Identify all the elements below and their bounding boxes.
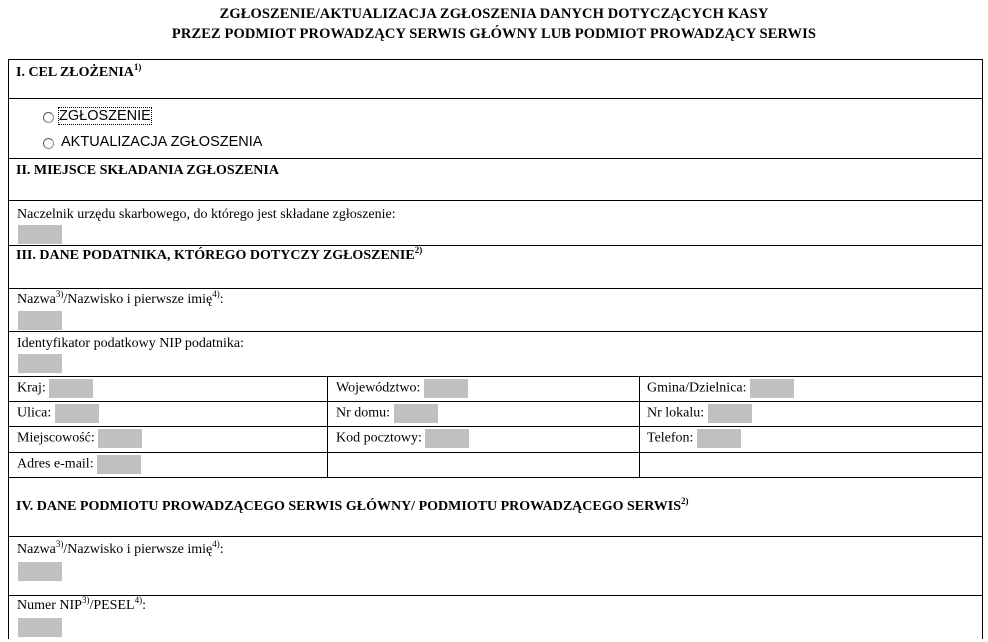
house-number-label: Nr domu: — [336, 404, 438, 423]
column-divider — [639, 376, 640, 477]
apartment-number-label: Nr lokalu: — [647, 404, 752, 423]
postal-code-field[interactable] — [425, 429, 469, 448]
divider — [9, 401, 982, 402]
email-field[interactable] — [97, 455, 141, 474]
divider — [9, 536, 982, 537]
postal-code-label: Kod pocztowy: — [336, 429, 469, 448]
taxpayer-nip-label: Identyfikator podatkowy NIP podatnika: — [17, 336, 244, 351]
municipality-label: Gmina/Dzielnica: — [647, 379, 794, 398]
section-3-title: III. DANE PODATNIKA, KTÓREGO DOTYCZY ZGŁOSZENIE$^{2)}$ — [16, 245, 423, 263]
city-label: Miejscowość: — [17, 429, 142, 448]
apartment-number-field[interactable] — [708, 404, 752, 423]
divider — [9, 426, 982, 427]
taxpayer-name-label: Nazwa$^{3)}$/Nazwisko i pierwsze imię$^{4)}$: — [17, 289, 224, 307]
service-name-label: Nazwa$^{3)}$/Nazwisko i pierwsze imię$^{4)}$: — [17, 539, 224, 557]
divider — [9, 158, 982, 159]
taxpayer-nip-field[interactable] — [18, 354, 62, 373]
divider — [9, 452, 982, 453]
street-field[interactable] — [55, 404, 99, 423]
divider — [9, 245, 982, 246]
divider — [9, 477, 982, 478]
phone-label: Telefon: — [647, 429, 741, 448]
section-2-title: II. MIEJSCE SKŁADANIA ZGŁOSZENIA — [16, 163, 279, 178]
section-4-title: IV. DANE PODMIOTU PROWADZĄCEGO SERWIS GŁÓWNY/ PODMIOTU PROWADZĄCEGO SERWIS$^{2)}$ — [16, 496, 689, 514]
taxpayer-name-field[interactable] — [18, 311, 62, 330]
radio-label-aktualizacja[interactable]: AKTUALIZACJA ZGŁOSZENIA — [61, 134, 263, 150]
street-label: Ulica: — [17, 404, 99, 423]
radio-aktualizacja[interactable] — [43, 138, 54, 149]
column-divider — [327, 376, 328, 477]
divider — [9, 376, 982, 377]
divider — [9, 595, 982, 596]
voivodeship-label: Województwo: — [336, 379, 468, 398]
section-1-title: I. CEL ZŁOŻENIA$^{1)}$ — [16, 62, 142, 80]
divider — [9, 200, 982, 201]
country-label: Kraj: — [17, 379, 93, 398]
form-title-line-1: ZGŁOSZENIE/AKTUALIZACJA ZGŁOSZENIA DANYCH DOTYCZĄCYCH KASY — [219, 6, 769, 22]
radio-label-zgloszenie[interactable]: ZGŁOSZENIE — [59, 108, 151, 124]
voivodeship-field[interactable] — [424, 379, 468, 398]
office-label: Naczelnik urzędu skarbowego, do którego jest składane zgłoszenie: — [17, 207, 396, 222]
service-name-field[interactable] — [18, 562, 62, 581]
phone-field[interactable] — [697, 429, 741, 448]
form-table — [8, 59, 983, 639]
form-title-line-2: PRZEZ PODMIOT PROWADZĄCY SERWIS GŁÓWNY LUB PODMIOT PROWADZĄCY SERWIS — [171, 26, 817, 42]
radio-zgloszenie[interactable] — [43, 112, 54, 123]
service-nip-field[interactable] — [18, 618, 62, 637]
office-field[interactable] — [18, 225, 62, 244]
house-number-field[interactable] — [394, 404, 438, 423]
country-field[interactable] — [49, 379, 93, 398]
divider — [9, 331, 982, 332]
divider — [9, 288, 982, 289]
city-field[interactable] — [98, 429, 142, 448]
email-label: Adres e-mail: — [17, 455, 141, 474]
divider — [9, 98, 982, 99]
service-nip-label: Numer NIP$^{3)}$/PESEL$^{4)}$: — [17, 595, 146, 613]
municipality-field[interactable] — [750, 379, 794, 398]
